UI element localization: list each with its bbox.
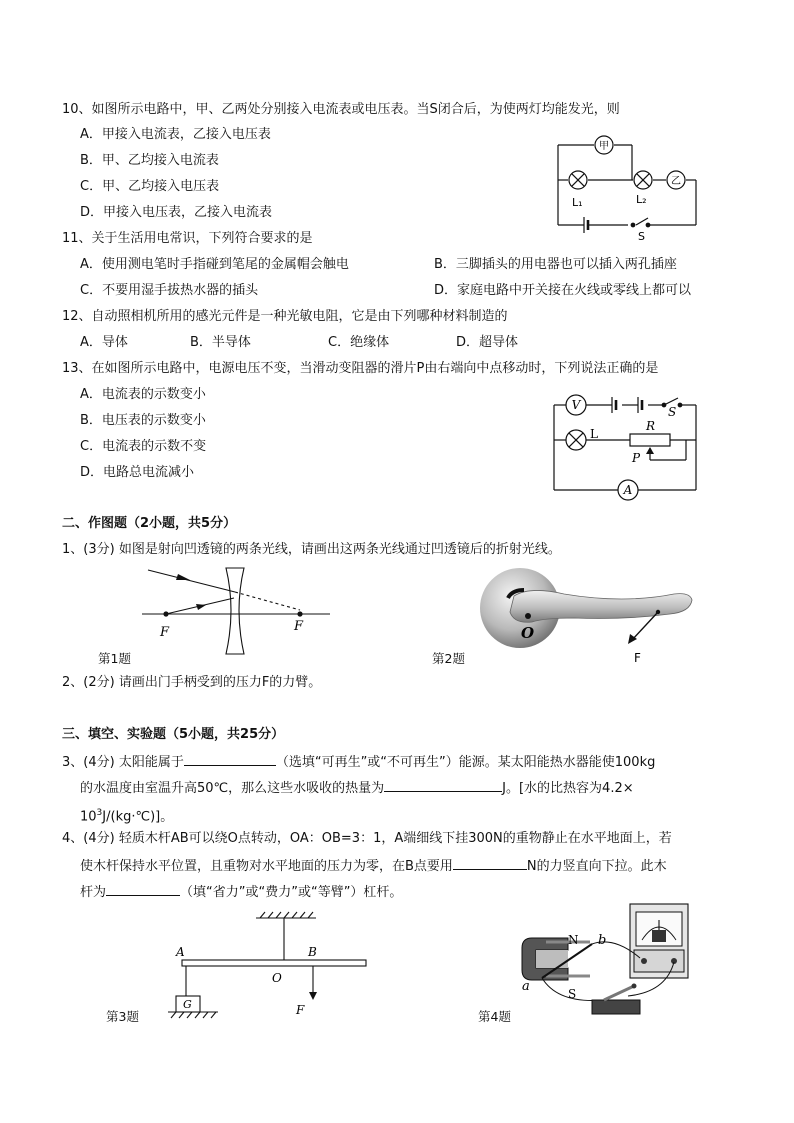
fig3-lever [168,908,380,1026]
q3-line3 [80,804,173,826]
q13-label-s: S [668,405,677,419]
q3-line1-b: （选填“可再生”或“不可再生”）能源。某太阳能热水器能使100kg [275,755,656,770]
fig4-label-s: S [568,987,577,1001]
fig2-label-o: O [521,624,535,642]
section3-heading: 三、填空、实验题（5小题，共25分） [62,727,285,742]
q10-stem: 10、如图所示电路中，甲、乙两处分别接入电流表或电压表。当S闭合后，为使两灯均能发光，则 [62,102,620,117]
q4-line3-b: （填“省力”或“费力”或“等臂”）杠杆。 [180,885,403,900]
q13-label-p: P [632,451,641,465]
fig2-door-handle [474,568,704,666]
q13-label-a: A [623,483,633,497]
q10-label-s: S [638,230,645,243]
fig4-label-b: b [598,933,607,948]
q10-option-c: C．甲、乙均接入电压表 [80,179,220,194]
q10-option-d: D．甲接入电压表，乙接入电流表 [80,205,273,220]
q4-line1: 4、(4分) 轻质木杆AB可以绕O点转动，OA：OB=3：1，A端细线下挂300N的重物静止在水平地面上，若 [62,831,672,846]
q3-line2-b: J。[水的比热容为4.2× [502,781,634,796]
q10-label-l1: L₁ [572,196,583,209]
q13-label-r: R [646,419,656,433]
q3-line2-a: 的水温度由室温升高50℃，那么这些水吸收的热量为 [80,781,385,796]
sec2-q2-text: 2、(2分) 请画出门手柄受到的压力F的力臂。 [62,675,322,690]
fig3-label-f: F [296,1003,305,1017]
fig3-label-a: A [176,945,185,959]
q12-option-d: D．超导体 [456,335,519,350]
q3-line1 [62,752,655,772]
q3-line2 [80,778,634,798]
q4-line3-a: 杆为 [80,885,107,900]
q12-option-a: A．导体 [80,335,128,350]
fig3-label-o: O [272,971,282,985]
q4-line2-b: N的力竖直向下拉。此木 [526,859,667,874]
fig3-label-g: G [183,998,192,1011]
q13-label-l: L [590,427,598,441]
q10-option-a: A．甲接入电流表，乙接入电压表 [80,127,271,142]
fig2-label-f: F [634,651,641,665]
q13-circuit-diagram [546,390,706,506]
fig3-caption: 第3题 [106,1009,139,1024]
q3-line3-sup: 3 [96,808,103,818]
fig1-label-f-right: F [294,619,304,634]
q3-blank-1[interactable] [184,752,276,766]
q11-option-a: A．使用测电笔时手指碰到笔尾的金属帽会触电 [80,257,349,272]
fig4-electromagnetic-induction [518,900,708,1026]
q13-option-c: C．电流表的示数不变 [80,439,207,454]
fig1-label-f-left: F [160,625,170,640]
q3-blank-2[interactable] [384,778,502,792]
q13-stem: 13、在如图所示电路中，电源电压不变，当滑动变阻器的滑片P由右端向中点移动时，下列说法正确的是 [62,361,659,376]
q13-option-a: A．电流表的示数变小 [80,387,206,402]
fig3-label-b: B [308,945,317,959]
fig4-label-n: N [568,933,579,947]
q11-option-c: C．不要用湿手拔热水器的插头 [80,283,259,298]
q12-option-b: B．半导体 [190,335,251,350]
q12-option-c: C．绝缘体 [328,335,390,350]
fig2-caption: 第2题 [432,651,465,666]
q10-label-yi: 乙 [671,176,681,187]
q11-stem: 11、关于生活用电常识，下列符合要求的是 [62,231,313,246]
q4-blank-1[interactable] [453,856,527,870]
q3-line3-rest: J/(kg·℃)]。 [102,809,174,825]
q10-label-l2: L₂ [636,193,647,206]
q4-line2-a: 使木杆保持水平位置，且重物对水平地面的压力为零，在B点要用 [80,859,453,874]
q10-option-b: B．甲、乙均接入电流表 [80,153,219,168]
q11-option-b: B．三脚插头的用电器也可以插入两孔插座 [434,257,677,272]
section2-heading: 二、作图题（2小题，共5分） [62,516,237,531]
q10-label-jia: 甲 [599,141,609,152]
q4-blank-2[interactable] [106,882,180,896]
q10-circuit-diagram [548,128,708,243]
sec2-q1-text: 1、(3分) 如图是射向凹透镜的两条光线，请画出这两条光线通过凹透镜后的折射光线。 [62,542,561,557]
q3-line3-base: 10 [80,809,97,825]
fig1-concave-lens [140,562,340,660]
q13-option-b: B．电压表的示数变小 [80,413,206,428]
fig1-caption: 第1题 [98,651,131,666]
fig4-caption: 第4题 [478,1009,511,1024]
q3-line1-a: 3、(4分) 太阳能属于 [62,755,184,770]
q4-line3 [80,882,402,902]
q4-line2 [80,856,667,876]
fig4-label-a: a [522,979,530,994]
q13-option-d: D．电路总电流减小 [80,465,195,480]
q13-label-v: V [571,398,581,412]
q12-stem: 12、自动照相机所用的感光元件是一种光敏电阻，它是由下列哪种材料制造的 [62,309,508,324]
q11-option-d: D．家庭电路中开关接在火线或零线上都可以 [434,283,692,298]
